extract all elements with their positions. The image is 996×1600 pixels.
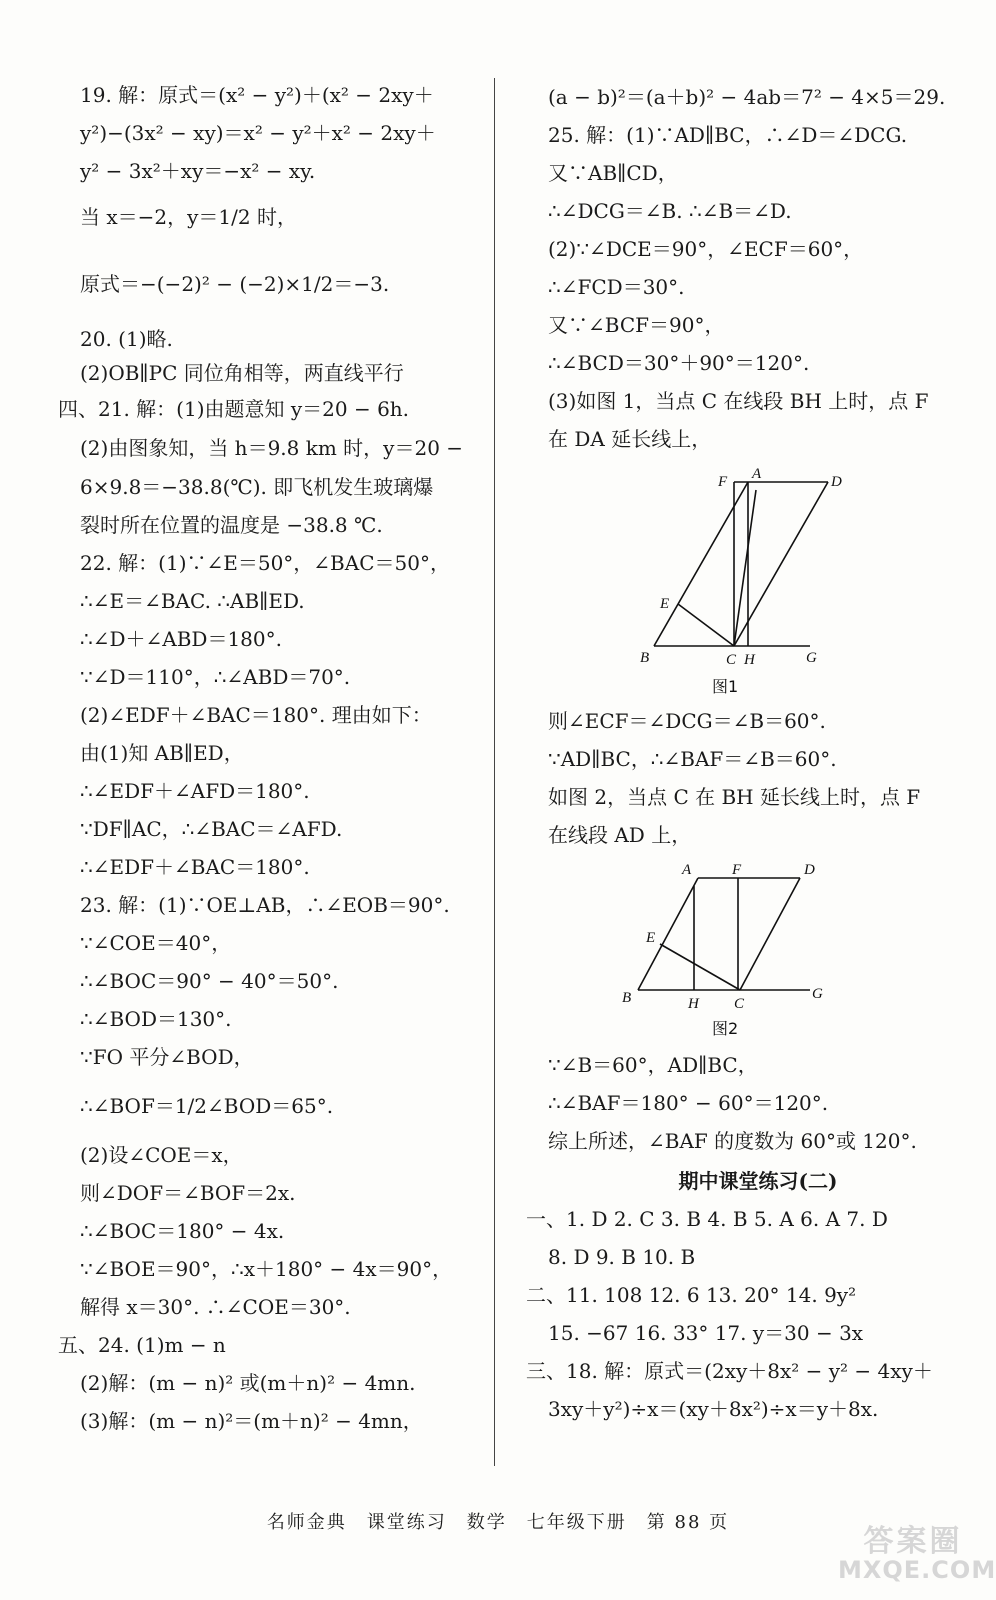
answer-line: 15. −67 16. 33° 17. y＝30 − 3x <box>548 1321 864 1345</box>
fig1-label-g: G <box>806 650 817 666</box>
answer-line: 又∵AB∥CD， <box>548 161 678 185</box>
fig2-label-a: A <box>682 862 692 878</box>
fig1-label-h: H <box>744 652 755 668</box>
answer-line: (2)OB∥PC 同位角相等，两直线平行 <box>80 361 404 385</box>
answer-line: ∴∠EDF＋∠AFD＝180°. <box>80 779 310 803</box>
answer-line: 8. D 9. B 10. B <box>548 1245 696 1269</box>
answer-line: y² − 3x²＋xy＝−x² − xy. <box>80 159 316 183</box>
fig2-label-h: H <box>688 996 699 1012</box>
answer-line: 原式＝−(−2)² − (−2)×1/2＝−3. <box>80 272 390 296</box>
section-line: 三、18. 解：原式＝(2xy＋8x² − y² − 4xy＋ <box>526 1359 933 1383</box>
answer-line: 又∵∠BCF＝90°， <box>548 313 725 337</box>
answer-line: y²)−(3x² − xy)＝x² − y²＋x² − 2xy＋ <box>80 121 436 145</box>
answer-line: ∴∠BCD＝30°＋90°＝120°. <box>548 351 810 375</box>
answer-line: ∴∠DCG＝∠B. ∴∠B＝∠D. <box>548 199 792 223</box>
answer-line: 综上所述，∠BAF 的度数为 60°或 120°. <box>548 1129 917 1153</box>
watermark-text: MXQE.COM <box>838 1556 996 1584</box>
answer-line: 22. 解：(1)∵∠E＝50°，∠BAC＝50°， <box>80 551 450 575</box>
figure-2 <box>622 858 928 1048</box>
answer-line: ∴∠D＋∠ABD＝180°. <box>80 627 282 651</box>
answer-line: ∴∠EDF＋∠BAC＝180°. <box>80 855 310 879</box>
answer-line: ∴∠BAF＝180° − 60°＝120°. <box>548 1091 829 1115</box>
figure-2-caption: 图2 <box>712 1019 739 1038</box>
fig2-label-g: G <box>812 986 823 1002</box>
answer-line: 3xy＋y²)÷x＝(xy＋8x²)÷x＝y＋8x. <box>548 1397 879 1421</box>
watermark-logo <box>838 1524 996 1594</box>
answer-line: 则∠ECF＝∠DCG＝∠B＝60°. <box>548 709 826 733</box>
answer-line: 20. (1)略. <box>80 327 173 351</box>
fig2-label-f: F <box>732 862 742 878</box>
fig1-label-a: A <box>752 466 762 482</box>
answer-line: 23. 解：(1)∵OE⊥AB，∴∠EOB＝90°. <box>80 893 450 917</box>
fig1-label-b: B <box>640 650 650 666</box>
section-line: 一、1. D 2. C 3. B 4. B 5. A 6. A 7. D <box>526 1207 888 1231</box>
answer-line: ∵∠COE＝40°， <box>80 931 232 955</box>
answer-line: (3)如图 1，当点 C 在线段 BH 上时，点 F <box>548 389 929 413</box>
answer-line: 裂时所在位置的温度是 −38.8 ℃. <box>80 513 383 537</box>
answer-line: 19. 解：原式＝(x² − y²)＋(x² − 2xy＋ <box>80 83 434 107</box>
section-line: 二、11. 108 12. 6 13. 20° 14. 9y² <box>526 1283 857 1307</box>
answer-line: 如图 2，当点 C 在 BH 延长线上时，点 F <box>548 785 921 809</box>
answer-line: ∴∠BOC＝90° − 40°＝50°. <box>80 969 339 993</box>
answer-line: (2)设∠COE＝x， <box>80 1143 243 1167</box>
answer-line: 由(1)知 AB∥ED， <box>80 741 244 765</box>
answer-line: (2)由图象知，当 h＝9.8 km 时，y＝20 − <box>80 436 464 460</box>
fig2-label-c: C <box>734 996 745 1012</box>
answer-line: (2)解：(m − n)² 或(m＋n)² − 4mn. <box>80 1371 416 1395</box>
fig1-label-e: E <box>660 596 670 612</box>
answer-line: (2)∠EDF＋∠BAC＝180°. 理由如下： <box>80 703 432 727</box>
fig1-label-f: F <box>718 474 728 490</box>
column-divider <box>494 78 495 1466</box>
section-line: 五、24. (1)m − n <box>58 1333 226 1357</box>
answer-line: 在 DA 延长线上， <box>548 427 712 451</box>
answer-line: 在线段 AD 上， <box>548 823 692 847</box>
section-line: 四、21. 解：(1)由题意知 y＝20 − 6h. <box>58 397 410 421</box>
answer-line: ∵AD∥BC，∴∠BAF＝∠B＝60°. <box>548 747 837 771</box>
answer-line: ∵DF∥AC，∴∠BAC＝∠AFD. <box>80 817 343 841</box>
watermark-mark: 答案圈 <box>863 1524 963 1559</box>
fig1-label-c: C <box>726 652 737 668</box>
answer-line: ∵∠BOE＝90°，∴x＋180° − 4x＝90°， <box>80 1257 453 1281</box>
figure-1-caption: 图1 <box>712 677 739 696</box>
answer-line: 当 x＝−2，y＝1/2 时， <box>80 205 297 229</box>
answer-line: ∴∠E＝∠BAC. ∴AB∥ED. <box>80 589 305 613</box>
figure-1 <box>638 462 938 702</box>
fig2-label-d: D <box>804 862 815 878</box>
answer-line: ∵∠D＝110°，∴∠ABD＝70°. <box>80 665 351 689</box>
answer-line: 则∠DOF＝∠BOF＝2x. <box>80 1181 296 1205</box>
fig1-label-d: D <box>831 474 842 490</box>
page-footer: 名师金典 课堂练习 数学 七年级下册 第 88 页 <box>266 1512 730 1533</box>
answer-line: ∴∠BOF＝1/2∠BOD＝65°. <box>80 1094 334 1118</box>
answer-line: ∵∠B＝60°，AD∥BC， <box>548 1053 758 1077</box>
answer-line: (a − b)²＝(a＋b)² − 4ab＝7² − 4×5＝29. <box>548 85 946 109</box>
answer-line: 解得 x＝30°. ∴∠COE＝30°. <box>80 1295 351 1319</box>
answer-line: ∴∠FCD＝30°. <box>548 275 685 299</box>
section-heading: 期中课堂练习(二) <box>678 1169 838 1193</box>
answer-line: (2)∵∠DCE＝90°，∠ECF＝60°， <box>548 237 864 261</box>
answer-line: ∴∠BOC＝180° − 4x. <box>80 1219 285 1243</box>
answer-line: ∵FO 平分∠BOD， <box>80 1045 254 1069</box>
answer-line: (3)解：(m − n)²＝(m＋n)² − 4mn， <box>80 1409 423 1433</box>
fig2-label-b: B <box>622 990 632 1006</box>
answer-line: ∴∠BOD＝130°. <box>80 1007 232 1031</box>
answer-line: 25. 解：(1)∵AD∥BC，∴∠D＝∠DCG. <box>548 123 908 147</box>
fig2-label-e: E <box>646 930 656 946</box>
answer-line: 6×9.8＝−38.8(℃). 即飞机发生玻璃爆 <box>80 475 434 499</box>
